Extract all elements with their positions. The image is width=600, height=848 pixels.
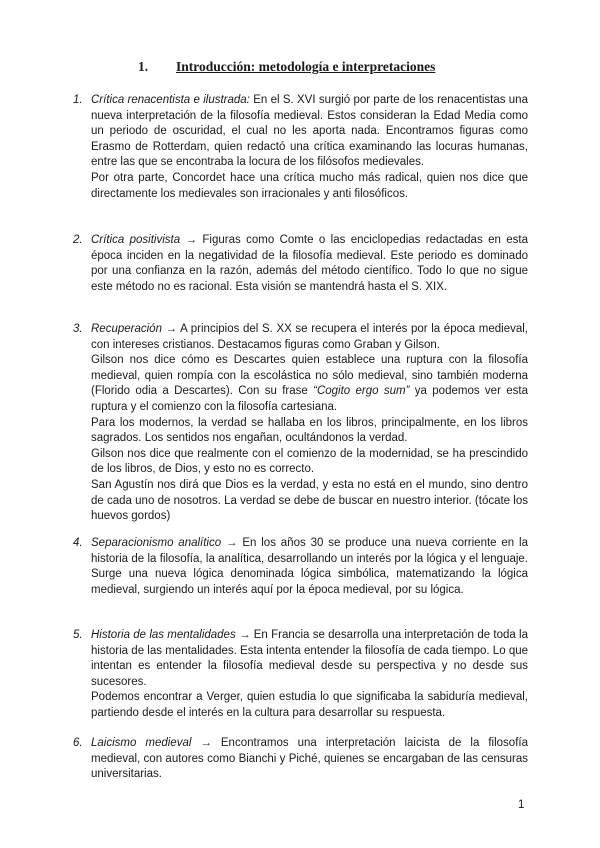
item-paragraph: [91, 536, 528, 598]
item-number: 4.: [73, 537, 83, 549]
item-paragraph: [91, 736, 528, 783]
list-item-6: [73, 736, 528, 783]
section-number: 1.: [138, 59, 149, 74]
item-paragraph: [91, 628, 528, 690]
item-heading: Crítica renacentista e ilustrada:: [91, 94, 250, 106]
item-heading: Recuperación: [91, 323, 162, 335]
item-text: En el S. XVI surgió por parte de los renacentistas una nueva interpretación de la filosofía medieval. Estos consideran la Edad Media como un periodo de oscuridad, el cual no les aporta nada. Encontramos figuras como Erasmo de Rotterdam, quien redactó una crítica examinando las locuras humanas, entre las que se encontraba la locura de los filósofos medievales.: [91, 94, 528, 169]
item-number: 2.: [73, 234, 83, 246]
item-paragraph: [91, 322, 528, 353]
item-paragraph: Por otra parte, Concordet hace una crítica mucho más radical, quien nos dice que directamente los medievales son irracionales y anti filosóficos.: [91, 171, 528, 200]
item-paragraph: Gilson nos dice que realmente con el comienzo de la modernidad, se ha prescindido de los libros, de Dios, y esto no es correcto.: [91, 447, 528, 476]
item-heading: Crítica positivista: [91, 234, 181, 246]
item-paragraph: [91, 93, 528, 171]
item-text: → A principios del S. XX se recupera el interés por la época medieval, con intereses cristianos. Destacamos figuras como Graban y Gilson.: [91, 323, 528, 351]
page-number: 1: [518, 799, 525, 811]
item-paragraph: San Agustín nos dirá que Dios es la verdad, y esta no está en el mundo, sino dentro de cada uno de nosotros. La verdad se debe de buscar en nuestro interior. (tócate los huevos gordos): [91, 478, 528, 523]
list-item-5: [73, 628, 528, 722]
item-paragraph: [91, 353, 528, 415]
item-heading: Historia de las mentalidades: [91, 629, 236, 641]
list-item-1: [73, 93, 528, 202]
item-number: 6.: [73, 737, 83, 749]
item-paragraph: Para los modernos, la verdad se hallaba en los libros, principalmente, en los libros sagrados. Los sentidos nos engañan, ocultándonos la verdad.: [91, 416, 528, 445]
item-text: → Figuras como Comte o las enciclopedias redactadas en esta época inciden en la negatividad de la filosofía medieval. Este periodo es dominado por una confianza en la razón, además del método científico. Todo lo que no sigue este método no es racional. Esta visión se mantendrá hasta el S. XIX.: [91, 234, 528, 293]
item-number: 5.: [73, 629, 83, 641]
item-number: 3.: [73, 323, 83, 335]
item-text: Gilson nos dice cómo es Descartes quien establece una ruptura con la filosofía medieval, quien rompía con la escolástica no sólo medieval, sino también moderna (Florido odia a Descartes). Con su frase: [91, 354, 528, 398]
latin-quote: “Cogito ergo sum”: [313, 385, 410, 398]
item-number: 1.: [73, 94, 83, 106]
item-paragraph: Podemos encontrar a Verger, quien estudia lo que significaba la sabiduría medieval, partiendo desde el interés en la cultura para desarrollar su respuesta.: [91, 691, 528, 719]
item-text: → En Francia se desarrolla una interpretación de toda la historia de las mentalidades. Esta intenta entender la filosofía de cada tiempo. Lo que intentan es entender la filosofía medieval desde su perspectiva y no desde sus sucesores.: [91, 629, 528, 688]
item-heading: Separacionismo analítico: [91, 537, 222, 549]
list-item-4: [73, 536, 528, 598]
item-text: → En los años 30 se produce una nueva corriente en la historia de la filosofía, la analítica, desarrollando un interés por la lógica y el lenguaje. Surge una nueva lógica denominada lógica simbólica, matematizando la lógica medieval, surgiendo un interés aquí por la época medieval, por su lógica.: [91, 537, 528, 596]
item-paragraph: [91, 233, 528, 295]
list-item-2: [73, 233, 528, 295]
section-title: Introducción: metodología e interpretaciones: [176, 59, 436, 74]
list-item-3: [73, 322, 528, 525]
item-text: ya podemos ver esta ruptura y el comienzo con la filosofía cartesiana.: [91, 385, 528, 413]
item-text: → Encontramos una interpretación laicista de la filosofía medieval, con autores como Bianchi y Piché, quienes se encargaban de las censuras universitarias.: [91, 737, 528, 781]
item-heading: Laicismo medieval: [91, 737, 192, 749]
